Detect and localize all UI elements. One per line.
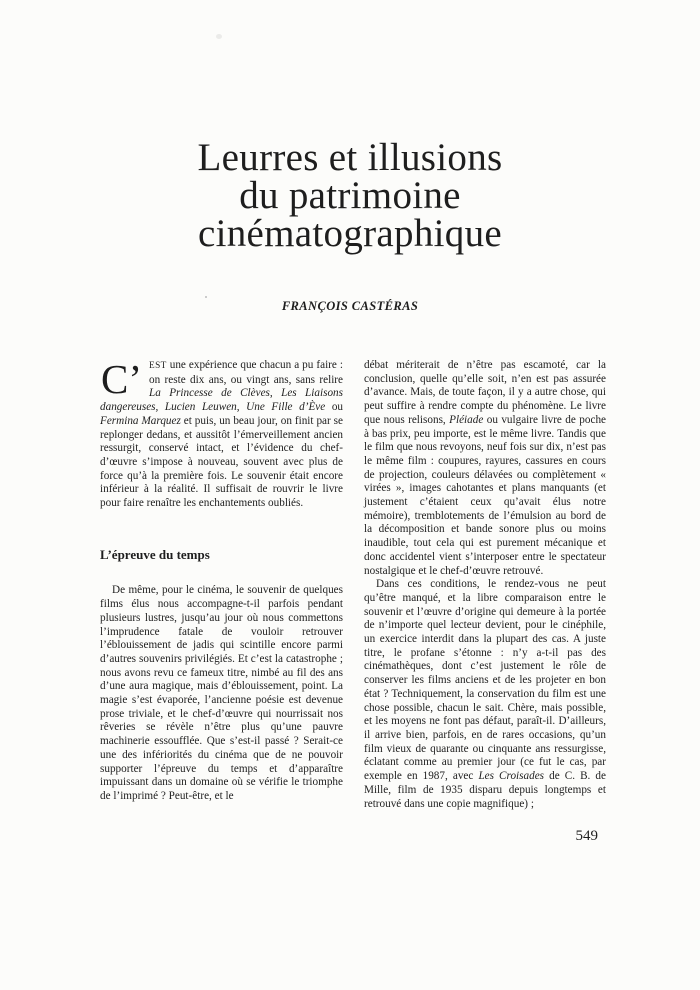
left-column: [100, 356, 344, 804]
paragraph-opening-text: EST une expérience que chacun a pu faire : on reste dix ans, ou vingt ans, sans relire La Princesse de Clèves, Les Liaisons dangereuses, Lucien Leuwen, Une Fille d’Ève ou Fermina Marquez et puis, un beau jour, on finit par se replonger dedans, et aussitôt l’émerveillement ancien ressurgit, conservé intact, et l’évidence du chef-d’œuvre s’impose à nouveau, souvent avec plus de force qu’à la première fois. Le souvenir était encore inférieur à la réalité. Il suffisait de rouvrir le livre pour faire renaître les enchantements oubliés.: [100, 359, 344, 510]
paragraph-opening: [100, 356, 344, 511]
article-title: [97, 136, 603, 255]
paragraph-debat: débat mériterait de n’être pas escamoté, car la conclusion, quelle qu’elle soit, n’en est pas assurée d’avance. Mais, de toute façon, il y a autre chose, qui peut suffire à rendre compte du phénomène. Le livre que nous relisons, Pléiade ou vulgaire livre de poche à bas prix, peu importe, est le même livre. Tandis que le film que nous revoyons, neuf fois sur dix, n’est pas le même film : coupures, rayures, cassures en cours de projection, couleurs délavées ou complètement « virées », images cahotantes et plans manquants (et justement c’étaient ceux qu’avait élus notre mémoire), tremblotements de l’émulsion au bord de la décomposition et bande sonore plus ou moins inaudible, tout cela qui est purement mécanique et donc accidentel vient s’interposer entre le spectateur nostalgique et le chef-d’œuvre retrouvé.: [364, 359, 606, 577]
dropcap: C’: [101, 356, 142, 402]
right-column: [364, 359, 606, 811]
section-heading: L’épreuve du temps: [100, 546, 210, 562]
scan-speck: [205, 296, 207, 298]
paragraph-conditions: Dans ces conditions, le rendez-vous ne peut qu’être manqué, et la libre comparaison entre le souvenir et l’œuvre d’origine qui demeure à la portée de n’importe quel lecteur devient, pour le cinéphile, un exercice interdit dans la plupart des cas. A juste titre, le profane s’étonne : n’y a-t-il pas des cinémathèques, dont c’est justement le rôle de conserver les films anciens et de les projeter en bon état ? Techniquement, la conservation du film est une chose possible, chacun le sait. Chère, mais possible, et les moyens ne font pas défaut, paraît-il. D’ailleurs, il arrive bien, parfois, en de rares occasions, qu’un film vieux de quarante ou cinquante ans ressurgisse, éclatant comme au premier jour (ce fut le cas, par exemple en 1987, avec Les Croisades de C. B. de Mille, film de 1935 disparu depuis longtemps et retrouvé dans une copie magnifique) ;: [364, 578, 606, 810]
paragraph-epreuve: De même, pour le cinéma, le souvenir de quelques films élus nous accompagne-t-il parfois pendant plusieurs lustres, jusqu’au jour où nous commettons l’imprudence fatale de vouloir retrouver l’éblouissement de jadis qui scintille encore parmi d’autres souvenirs privilégiés. Et c’est la catastrophe ; nous avons revu ce fameux titre, nimbé au fil des ans d’une aura magique, mais d’éblouissement, point. La magie s’est évaporée, l’ancienne poésie est devenue prose triviale, et le chef-d’œuvre qui nourrissait nos rêveries se révèle n’être plus qu’une pauvre machinerie essoufflée. Que s’est-il passé ? Serait-ce une des infériorités du cinéma que de ne pouvoir supporter l’épreuve du temps et d’apparaître impuissant dans un domaine où se vérifie le triomphe de l’imprimé ? Peut-être, et le: [100, 584, 343, 802]
author-name: FRANÇOIS CASTÉRAS: [281, 299, 419, 313]
title-line-2: du patrimoine: [239, 174, 461, 217]
title-line-3: cinématographique: [198, 212, 502, 255]
scan-speck: [216, 34, 222, 39]
title-line-1: Leurres et illusions: [197, 136, 503, 179]
page-number: 549: [575, 828, 598, 844]
